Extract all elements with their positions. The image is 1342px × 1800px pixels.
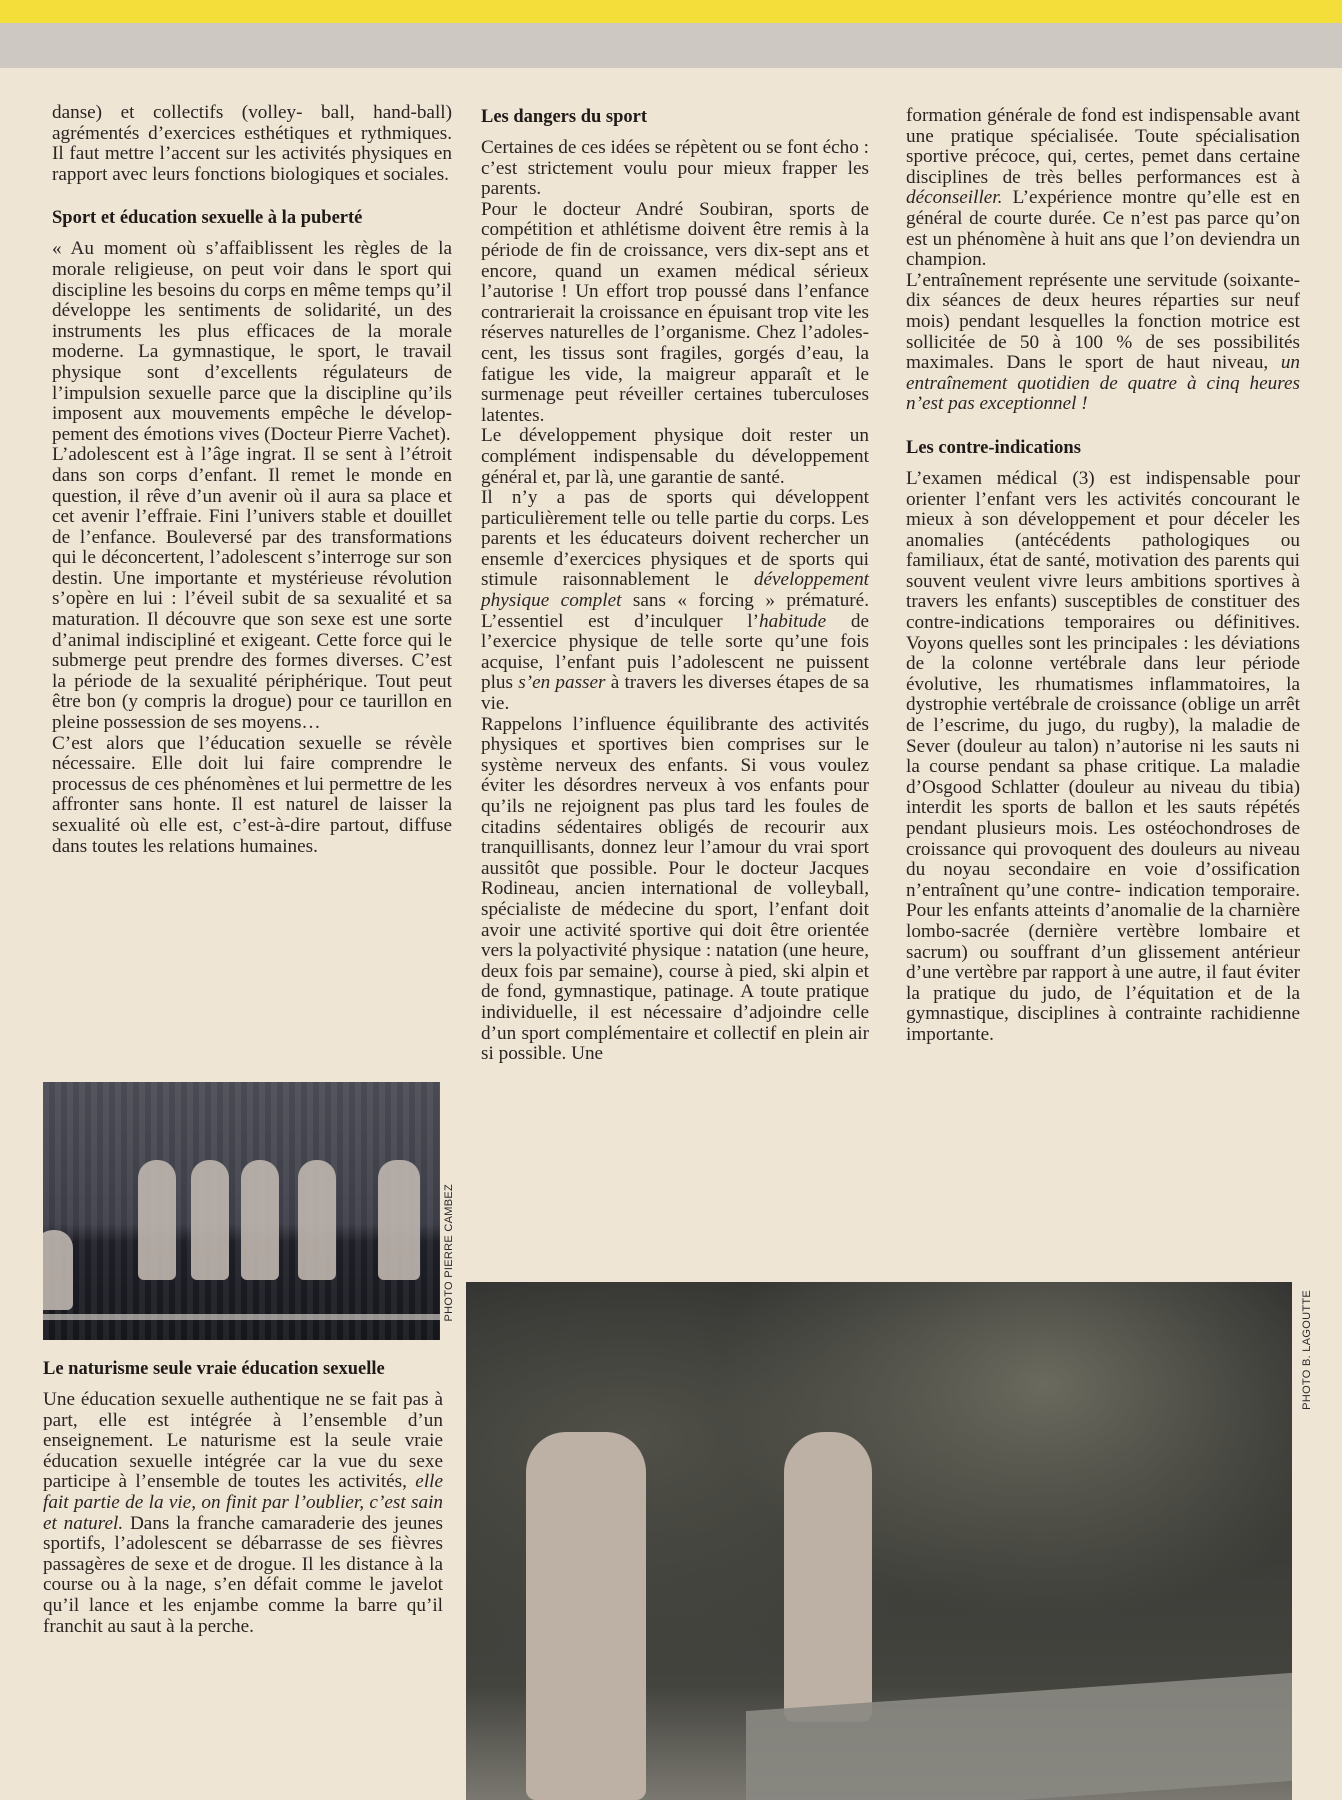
text-span: Une éducation sexuelle authentique ne se fait pas à part, elle est intégrée à l’ensemble d’un enseignement. Le naturisme est la seule vraie éducation sexuelle intégrée car la vue du sexe participe à l’ensemble de toutes les activités, (43, 1389, 443, 1493)
heading-sport-education: Sport et éducation sexuelle à la puberté (52, 208, 363, 229)
photo-figure (191, 1160, 229, 1280)
paragraph: Rappelons l’influence équilibrante des activités physiques et sportives bien comprises sur le système nerveux des enfants. Si vous voulez éviter les désordres nerveux à vos enfants pour qu’ils ne rejoignent pas plus tard les foules de citadins sédentaires obligés de recourir aux tranquillisants, donnez leur l’amour du vrai sport aussitôt que possible. Pour le docteur Jacques Rodineau, ancien international de volleyball, spécialiste de médecine du sport, l’enfant doit avoir une activité sportive qui doit être orientée vers la polyactivité physique : natation (une heure, deux fois par semaine), course à pied, ski alpin et de fond, gymnastique, patinage. A toute pratique individuelle, il est nécessaire d’adjoindre celle d’un sport complémentaire et collectif en plein air si possible. Une (481, 713, 869, 1065)
photo-figure (784, 1432, 872, 1722)
photo-table-tennis (466, 1282, 1292, 1800)
paragraph: C’est alors que l’éducation sexuelle se révèle nécessaire. Elle doit lui faire comprendre le processus de ces phénomènes et lui permettre de les affronter sans honte. Il est naturel de laisser la sexualité où elle est, c’est-à-dire partout, diffuse dans toutes les relations humaines. (52, 732, 452, 857)
column-1-lower (43, 1358, 443, 1637)
header-yellow-band (0, 0, 1342, 23)
photo-figure (298, 1160, 336, 1280)
italic-text: s’en passer (518, 672, 606, 694)
pool-lane-rope (43, 1314, 440, 1320)
text-span: sans « forcing » prématuré. L’essentiel est d’inculquer l’ (481, 590, 869, 632)
photo-figure (241, 1160, 279, 1280)
italic-text: habitude (759, 610, 827, 632)
paragraph: Le développement physique doit rester un complément indispensable du développement général et, par là, une garantie de santé. (481, 425, 869, 488)
photo-credit: PHOTO PIERRE CAMBEZ (443, 1184, 455, 1322)
text-span: de l’exercice physique de telle sorte qu’une fois acquise, l’enfant puis l’adolescent ne puissent plus (481, 610, 869, 694)
paragraph: « Au moment où s’affaiblissent les règles de la morale religieuse, on peut voir dans le sport qui discipline les besoins du corps en même temps qu’il développe les sentiments de solidarité, un des instruments les plus efficaces de la morale moderne. La gymnastique, le sport, le travail physique sont d’excellents régulateurs de l’impulsion sexuelle parce que la discipline qu’ils imposent aux mouvements empêche le développement des émotions vives (Docteur Pierre Vachet). (52, 238, 452, 445)
photo-figure (526, 1432, 646, 1800)
photo-figure (43, 1230, 73, 1310)
column-1 (52, 103, 452, 857)
paragraph: Pour le docteur André Soubiran, sports de compétition et athlétisme doivent être remis à la période de fin de croissance, vers dix-sept ans et encore, quand un examen médical sérieux l’autorise ! Un effort trop poussé dans l’enfance contrarierait la croissance en épuisant trop vite les réserves naturelles de l’organisme. Chez l’adolescent, les tissus sont fragiles, gorgés d’eau, la fatigue les vide, la maigreur apparaît et le surmenage peut réveiller certaines tuberculoses latentes. (481, 198, 869, 426)
heading-naturisme: Le naturisme seule vraie éducation sexuelle (43, 1359, 385, 1379)
text-span: formation générale de fond est indispensable avant une pratique spécialisée. Toute spécialisation sportive précoce, qui, certes, pemet dans certaine disciplines de très belles performances est à (906, 105, 1300, 188)
column-2 (481, 106, 869, 1065)
text-span: à travers les diverses étapes de sa vie. (481, 672, 869, 715)
header-gray-band (0, 23, 1342, 68)
italic-text: développement physique complet (481, 569, 869, 612)
photo-credit: PHOTO B. LAGOUTTE (1301, 1290, 1313, 1410)
italic-text: un entraînement quotidien de quatre à cinq heures n’est pas exceptionnel ! (906, 352, 1300, 415)
paragraph (906, 106, 1300, 271)
paragraph (481, 488, 869, 715)
paragraph (43, 1390, 443, 1637)
italic-text: elle fait partie de la vie, on finit par l’oublier, c’est sain et naturel. (43, 1471, 443, 1534)
paragraph: Certaines de ces idées se répètent ou se font écho : c’est strictement voulu pour mieux frapper les parents. (481, 137, 869, 200)
text-span: L’entraînement représente une servitude (soixante-dix séances de deux heures réparties sur neuf mois) pendant lesquelles la fonction motrice est sollicitée de 50 à 100 % de ses possibilités maximales. Dans le sport de haut niveau, (906, 269, 1300, 374)
column-3 (906, 106, 1300, 1046)
paragraph (906, 271, 1300, 415)
italic-text: déconseiller. (906, 187, 1003, 209)
paragraph: L’examen médical (3) est indispensable pour orienter l’enfant vers les activités concourant le mieux à son développement et pour déceler les anomalies (antécédents pathologiques ou familiaux, état de santé, motivation des parents qui souvent veulent vivre leurs ambitions sportives à travers les enfants) susceptibles de constituer des contre-indications temporaires ou définitives. Voyons quelles sont les principales : les déviations de la colonne vertébrale dans leur période évolutive, les rhumatismes inflammatoires, la dystrophie vertébrale de croissance (oblige un arrêt de l’escrime, du jugo, du rugby), la maladie de Sever (douleur au talon) n’autorise ni les sauts ni la course pendant sa phase critique. La maladie d’Osgood Schlatter (douleur au niveau du tibia) interdit les sports de ballon et les sauts répétés pendant plusieurs mois. Les ostéochondroses de croissance qui provoquent des douleurs au niveau du noyau secondaire en voie d’ossification n’entraînent qu’une contre- indication temporaire. Pour les enfants atteints d’anomalie de la charnière lombo-sacrée (dernière vertèbre lombaire et sacrum) ou souffrant d’un glissement antérieur d’une vertèbre par rapport à une autre, il faut éviter la pratique du judo, de l’équitation et de la gymnastique, disciplines à contrainte rachidienne importante. (906, 467, 1300, 1045)
photo-swimming-pool (43, 1082, 440, 1340)
photo-figure (378, 1160, 420, 1280)
intro-paragraph: danse) et collectifs (volley- ball, hand-ball) agrémentés d’exercices esthétiques et rythmiques. Il faut mettre l’accent sur les activités physiques en rapport avec leurs fonctions biologiques et sociales. (52, 102, 452, 185)
text-span: Dans la franche camaraderie des jeunes sportifs, l’adolescent se débarrasse de ses fièvres passagères de sexe et de drogue. Il les distance à la course ou à la nage, s’en défait comme le javelot qu’il lance et les enjambe comme la barre qu’il franchit au saut à la perche. (43, 1512, 444, 1637)
text-span: L’expérience montre qu’elle est en général de courte durée. Ce n’est pas parce qu’on est un phénomène à huit ans que l’on deviendra un champion. (906, 187, 1300, 271)
heading-contre-indications: Les contre-indications (906, 437, 1081, 458)
paragraph: L’adolescent est à l’âge ingrat. Il se sent à l’étroit dans son corps d’enfant. Il remet le monde en question, il rêve d’un avenir où il aura sa place et cet avenir l’effraie. Fini l’univers stable et douillet de l’enfance. Bouleversé par des transformations qui le déconcertent, l’adolescent s’interroge sur son destin. Une importante et mystérieuse révolution s’opère en lui : l’éveil subit de sa sexualité et sa maturation. Il découvre que son sexe est une sorte d’animal indiscipliné et exigeant. Cette force qui le submerge peut prendre des formes diverses. C’est la période de la sexualité périphérique. Tout peut être bon (y compris la drogue) pour ce taurillon en pleine possession de ses moyens… (52, 444, 452, 734)
photo-figure (138, 1160, 176, 1280)
heading-dangers-du-sport: Les dangers du sport (481, 107, 648, 127)
text-span: Il n’y a pas de sports qui développent particulièrement telle ou telle partie du corps. Les parents et les éducateurs doivent rechercher un ensemle d’exercices physiques et de sports qui stimule raisonnablement le (481, 487, 869, 591)
